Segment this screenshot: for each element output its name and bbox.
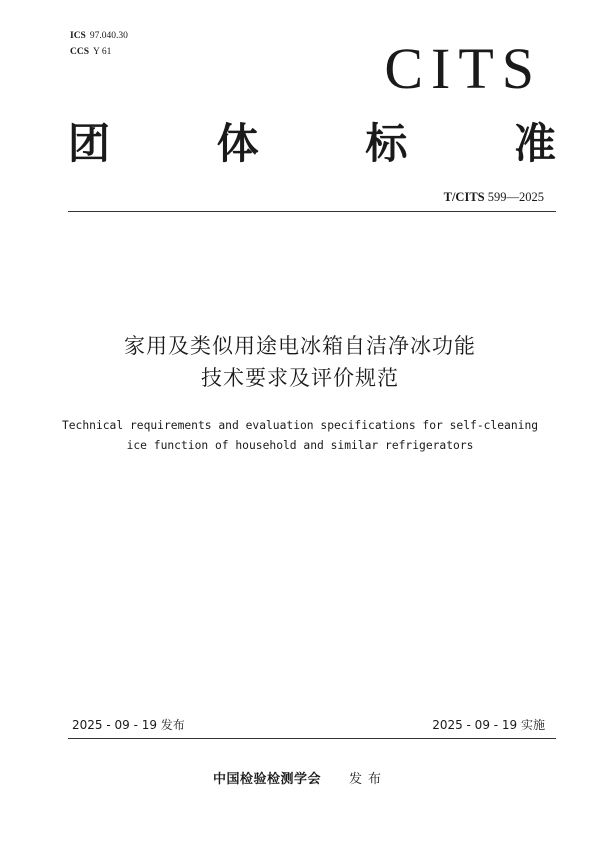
issuer: [0, 768, 600, 787]
standard-type-char: 体: [216, 119, 259, 168]
standard-number: [444, 190, 544, 205]
standard-type-char: 标: [365, 119, 408, 168]
ics-value: 97.040.30: [89, 31, 128, 41]
standard-number-prefix: T/CITS: [443, 190, 485, 204]
header-divider: [68, 211, 556, 212]
ccs-label: CCS: [70, 47, 90, 57]
english-title-line: ice function of household and similar refrigerators: [126, 439, 474, 452]
issuer-action: 发布: [349, 772, 388, 787]
footer-divider: [68, 738, 556, 739]
english-title: [0, 416, 600, 456]
english-title-line: Technical requirements and evaluation specifications for self-cleaning: [61, 419, 539, 432]
ics-label: ICS: [70, 31, 86, 41]
ics-code: [70, 30, 128, 42]
chinese-title: [0, 330, 600, 394]
chinese-title-line: 家用及类似用途电冰箱自洁净冰功能: [124, 334, 476, 358]
standard-type-char: 准: [513, 119, 556, 168]
ccs-code: [70, 46, 111, 58]
standard-number-value: 599—2025: [487, 190, 544, 204]
publish-date: 2025 - 09 - 19 发布: [72, 718, 185, 732]
issuer-organization: 中国检验检测学会: [212, 772, 321, 787]
chinese-title-line: 技术要求及评价规范: [201, 366, 399, 390]
implementation-date: 2025 - 09 - 19 实施: [432, 718, 545, 732]
cits-logo: CITS: [384, 36, 542, 101]
standard-type-char: 团: [68, 119, 111, 168]
ccs-value: Y 61: [93, 47, 112, 57]
standard-type-heading: [68, 118, 556, 170]
